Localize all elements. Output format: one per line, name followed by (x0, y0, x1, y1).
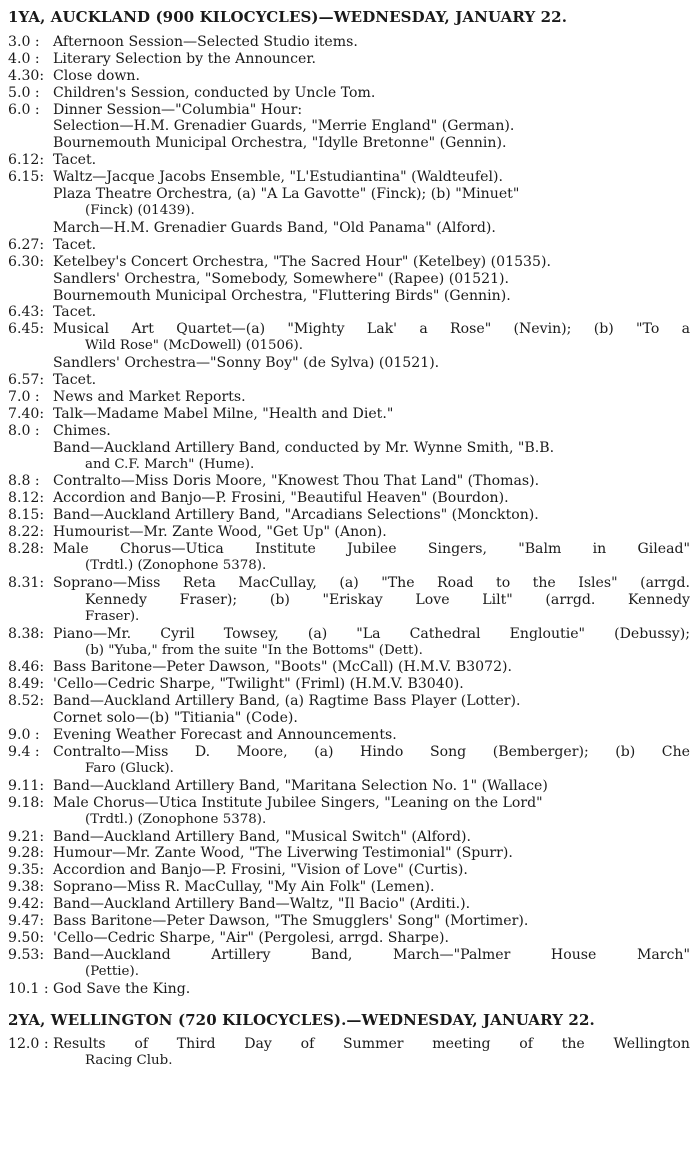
entry-line: (Finck) (01439). (85, 202, 195, 218)
entry-line: Contralto—Miss D. Moore, (a) Hindo Song (Bemberger); (b) Che (53, 743, 690, 760)
entry-description (53, 1036, 690, 1070)
entry-description (53, 981, 690, 998)
entry-line: Bournemouth Municipal Orchestra, "Idylle Bretonne" (Gennin). (53, 135, 507, 152)
entry-time: 8.49: (8, 676, 45, 693)
programme-entry (8, 693, 690, 727)
entry-time: 9.21: (8, 828, 45, 845)
entry-time: 9.28: (8, 845, 45, 862)
entry-description (53, 541, 690, 575)
programme-entry (8, 727, 690, 744)
entry-line: and C.F. March" (Hume). (85, 456, 255, 472)
entry-description (53, 659, 690, 676)
entry-line: Male Chorus—Utica Institute Jubilee Singers, "Leaning on the Lord" (53, 794, 543, 811)
entry-time: 8.28: (8, 541, 45, 558)
entry-line: Close down. (53, 67, 140, 84)
entry-time: 6.57: (8, 372, 45, 389)
entry-description (53, 862, 690, 879)
entry-time: 6.30: (8, 253, 45, 270)
entry-time: 8.46: (8, 659, 45, 676)
entry-line: Faro (Gluck). (85, 760, 174, 776)
entry-description (53, 845, 690, 862)
entry-description (53, 490, 690, 507)
entry-line: Waltz—Jacque Jacobs Ensemble, "L'Estudiantina" (Waldteufel). (53, 169, 503, 186)
entry-line: Dinner Session—"Columbia" Hour: (53, 101, 303, 118)
entry-line: Results of Third Day of Summer meeting of the Wellington (53, 1036, 690, 1053)
programme-entry (8, 389, 690, 406)
entry-line: News and Market Reports. (53, 388, 246, 405)
entry-time: 10.1 : (8, 980, 49, 997)
entry-line: Band—Auckland Artillery Band, conducted by Mr. Wynne Smith, "B.B. (53, 439, 555, 456)
programme-entry (8, 237, 690, 254)
programme-entry (8, 169, 690, 237)
entry-line: God Save the King. (53, 980, 191, 997)
programme-entry (8, 575, 690, 626)
entry-time: 9.47: (8, 913, 45, 930)
entry-time: 9.35: (8, 862, 45, 879)
entry-time: 6.12: (8, 152, 45, 169)
programme-entry (8, 930, 690, 947)
entry-time: 8.31: (8, 574, 45, 591)
entry-line: Humour—Mr. Zante Wood, "The Liverwing Testimonial" (Spurr). (53, 845, 513, 862)
entry-time: 8.52: (8, 693, 45, 710)
entry-line: Sandlers' Orchestra—"Sonny Boy" (de Sylva) (01521). (53, 355, 440, 372)
programme-entry (8, 406, 690, 423)
entry-line: Accordion and Banjo—P. Frosini, "Beautiful Heaven" (Bourdon). (53, 490, 509, 507)
entry-time: 7.40: (8, 405, 45, 422)
entry-description (53, 626, 690, 660)
entry-line: (Trdtl.) (Zonophone 5378). (85, 558, 267, 573)
entry-description (53, 237, 690, 254)
entry-description (53, 102, 690, 153)
station-heading-1ya: 1YA, AUCKLAND (900 KILOCYCLES)—WEDNESDAY, JANUARY 22. (8, 8, 568, 26)
entry-line: Tacet. (53, 152, 97, 169)
programme-entry (8, 68, 690, 85)
entry-description (53, 152, 690, 169)
entry-description (53, 913, 690, 930)
entry-time: 9.11: (8, 777, 45, 794)
entry-description (53, 727, 690, 744)
entry-description (53, 676, 690, 693)
entry-time: 9.50: (8, 929, 45, 946)
entry-description (53, 896, 690, 913)
entry-time: 8.22: (8, 524, 45, 541)
entry-description (53, 51, 690, 68)
programme-entry (8, 659, 690, 676)
entry-line: Soprano—Miss Reta MacCullay, (a) "The Road to the Isles" (arrgd. (53, 574, 690, 591)
entry-line: Contralto—Miss Doris Moore, "Knowest Thou That Land" (Thomas). (53, 473, 540, 490)
programme-entry (8, 102, 690, 153)
entry-line: Bass Baritone—Peter Dawson, "The Smugglers' Song" (Mortimer). (53, 913, 529, 930)
entry-line: Soprano—Miss R. MacCullay, "My Ain Folk" (Lemen). (53, 879, 435, 896)
programme-entry (8, 254, 690, 305)
entry-line: 'Cello—Cedric Sharpe, "Twilight" (Friml) (H.M.V. B3040). (53, 676, 464, 693)
entry-time: 6.15: (8, 169, 45, 186)
entry-line: Bournemouth Municipal Orchestra, "Fluttering Birds" (Gennin). (53, 287, 511, 304)
entry-line: Chimes. (53, 422, 111, 439)
entry-line: (b) "Yuba," from the suite "In the Bottoms" (Dett). (85, 642, 423, 658)
entry-description (53, 473, 690, 490)
entry-time: 8.38: (8, 625, 45, 642)
entry-description (53, 254, 690, 305)
entry-time: 9.53: (8, 946, 45, 963)
entry-description (53, 423, 690, 474)
entry-line: Talk—Madame Mabel Milne, "Health and Diet." (53, 405, 394, 422)
entry-line: (Pettie). (85, 963, 139, 979)
programme-entry (8, 744, 690, 778)
programme-list-2ya (8, 1036, 690, 1070)
entry-description (53, 169, 690, 237)
programme-entry (8, 372, 690, 389)
entry-line: Afternoon Session—Selected Studio items. (53, 33, 358, 50)
programme-entry (8, 423, 690, 474)
entry-line: Selection—H.M. Grenadier Guards, "Merrie England" (German). (53, 118, 515, 135)
entry-description (53, 930, 690, 947)
entry-line: Bass Baritone—Peter Dawson, "Boots" (McCall) (H.M.V. B3072). (53, 659, 513, 676)
entry-line: Ketelbey's Concert Orchestra, "The Sacred Hour" (Ketelbey) (01535). (53, 253, 551, 270)
entry-time: 6.0 : (8, 101, 40, 118)
entry-time: 4.0 : (8, 50, 40, 67)
entry-time: 8.15: (8, 507, 45, 524)
entry-description (53, 947, 690, 981)
entry-time: 9.38: (8, 879, 45, 896)
entry-description (53, 879, 690, 896)
programme-entry (8, 845, 690, 862)
entry-time: 3.0 : (8, 33, 40, 50)
entry-line: March—H.M. Grenadier Guards Band, "Old Panama" (Alford). (53, 219, 496, 236)
entry-description (53, 68, 690, 85)
programme-entry (8, 896, 690, 913)
entry-line: Band—Auckland Artillery Band—Waltz, "Il Bacio" (Arditi.). (53, 896, 471, 913)
entry-time: 9.0 : (8, 727, 40, 744)
entry-description (53, 795, 690, 829)
programme-entry (8, 981, 690, 998)
programme-entry (8, 524, 690, 541)
entry-line: Fraser). (85, 608, 140, 624)
programme-list-1ya (8, 34, 690, 998)
entry-line: Band—Auckland Artillery Band, (a) Ragtime Bass Player (Lotter). (53, 693, 521, 710)
entry-time: 6.27: (8, 236, 45, 253)
entry-line: Male Chorus—Utica Institute Jubilee Singers, "Balm in Gilead" (53, 541, 690, 558)
entry-time: 5.0 : (8, 84, 40, 101)
programme-entry (8, 947, 690, 981)
entry-time: 9.42: (8, 896, 45, 913)
programme-entry (8, 879, 690, 896)
entry-line: Sandlers' Orchestra, "Somebody, Somewhere" (Rapee) (01521). (53, 270, 510, 287)
entry-line: Kennedy Fraser); (b) "Eriskay Love Lilt" (arrgd. Kennedy (85, 591, 690, 608)
entry-time: 7.0 : (8, 388, 40, 405)
entry-description (53, 321, 690, 372)
entry-description (53, 304, 690, 321)
entry-line: Plaza Theatre Orchestra, (a) "A La Gavotte" (Finck); (b) "Minuet" (53, 186, 520, 203)
programme-entry (8, 152, 690, 169)
entry-line: Band—Auckland Artillery Band, "Arcadians Selections" (Monckton). (53, 507, 539, 524)
entry-description (53, 829, 690, 846)
entry-time: 12.0 : (8, 1036, 49, 1053)
station-heading-2ya: 2YA, WELLINGTON (720 KILOCYCLES).—WEDNESDAY, JANUARY 22. (8, 1010, 595, 1029)
programme-entry (8, 321, 690, 372)
entry-time: 6.43: (8, 304, 45, 321)
programme-entry (8, 829, 690, 846)
entry-time: 4.30: (8, 67, 45, 84)
programme-entry (8, 1036, 690, 1070)
programme-entry (8, 34, 690, 51)
entry-description (53, 693, 690, 727)
programme-entry (8, 85, 690, 102)
entry-description (53, 406, 690, 423)
programme-entry (8, 913, 690, 930)
programme-entry (8, 626, 690, 660)
entry-description (53, 85, 690, 102)
programme-entry (8, 473, 690, 490)
programme-entry (8, 541, 690, 575)
entry-time: 9.18: (8, 794, 45, 811)
entry-time: 8.8 : (8, 473, 40, 490)
entry-description (53, 507, 690, 524)
programme-entry (8, 304, 690, 321)
entry-line: Band—Auckland Artillery Band, "Musical Switch" (Alford). (53, 828, 472, 845)
programme-page (0, 9, 700, 1070)
entry-line: Wild Rose" (McDowell) (01506). (85, 338, 303, 354)
entry-description (53, 389, 690, 406)
programme-entry (8, 862, 690, 879)
programme-entry (8, 778, 690, 795)
entry-line: Tacet. (53, 304, 97, 321)
entry-description (53, 575, 690, 626)
entry-line: Tacet. (53, 236, 97, 253)
entry-time: 8.0 : (8, 422, 40, 439)
entry-description (53, 778, 690, 795)
entry-line: Piano—Mr. Cyril Towsey, (a) "La Cathedral Engloutie" (Debussy); (53, 625, 690, 642)
entry-line: Cornet solo—(b) "Titiania" (Code). (53, 710, 298, 727)
programme-entry (8, 507, 690, 524)
entry-time: 8.12: (8, 490, 45, 507)
entry-line: 'Cello—Cedric Sharpe, "Air" (Pergolesi, arrgd. Sharpe). (53, 929, 449, 946)
programme-entry (8, 490, 690, 507)
entry-line: Band—Auckland Artillery Band, March—"Palmer House March" (53, 946, 690, 963)
entry-line: Children's Session, conducted by Uncle Tom. (53, 84, 376, 101)
entry-description (53, 744, 690, 778)
entry-line: Band—Auckland Artillery Band, "Maritana Selection No. 1" (Wallace) (53, 777, 548, 794)
entry-time: 6.45: (8, 321, 45, 338)
programme-entry (8, 795, 690, 829)
entry-line: Racing Club. (85, 1053, 173, 1069)
entry-line: Humourist—Mr. Zante Wood, "Get Up" (Anon). (53, 524, 387, 541)
entry-line: Accordion and Banjo—P. Frosini, "Vision of Love" (Curtis). (53, 862, 468, 879)
entry-description (53, 372, 690, 389)
entry-description (53, 34, 690, 51)
entry-description (53, 524, 690, 541)
entry-time: 9.4 : (8, 743, 40, 760)
entry-line: Musical Art Quartet—(a) "Mighty Lak' a Rose" (Nevin); (b) "To a (53, 321, 690, 338)
programme-entry (8, 51, 690, 68)
entry-line: (Trdtl.) (Zonophone 5378). (85, 811, 267, 827)
programme-entry (8, 676, 690, 693)
entry-line: Evening Weather Forecast and Announcements. (53, 727, 397, 744)
entry-line: Tacet. (53, 372, 97, 389)
entry-line: Literary Selection by the Announcer. (53, 50, 317, 67)
